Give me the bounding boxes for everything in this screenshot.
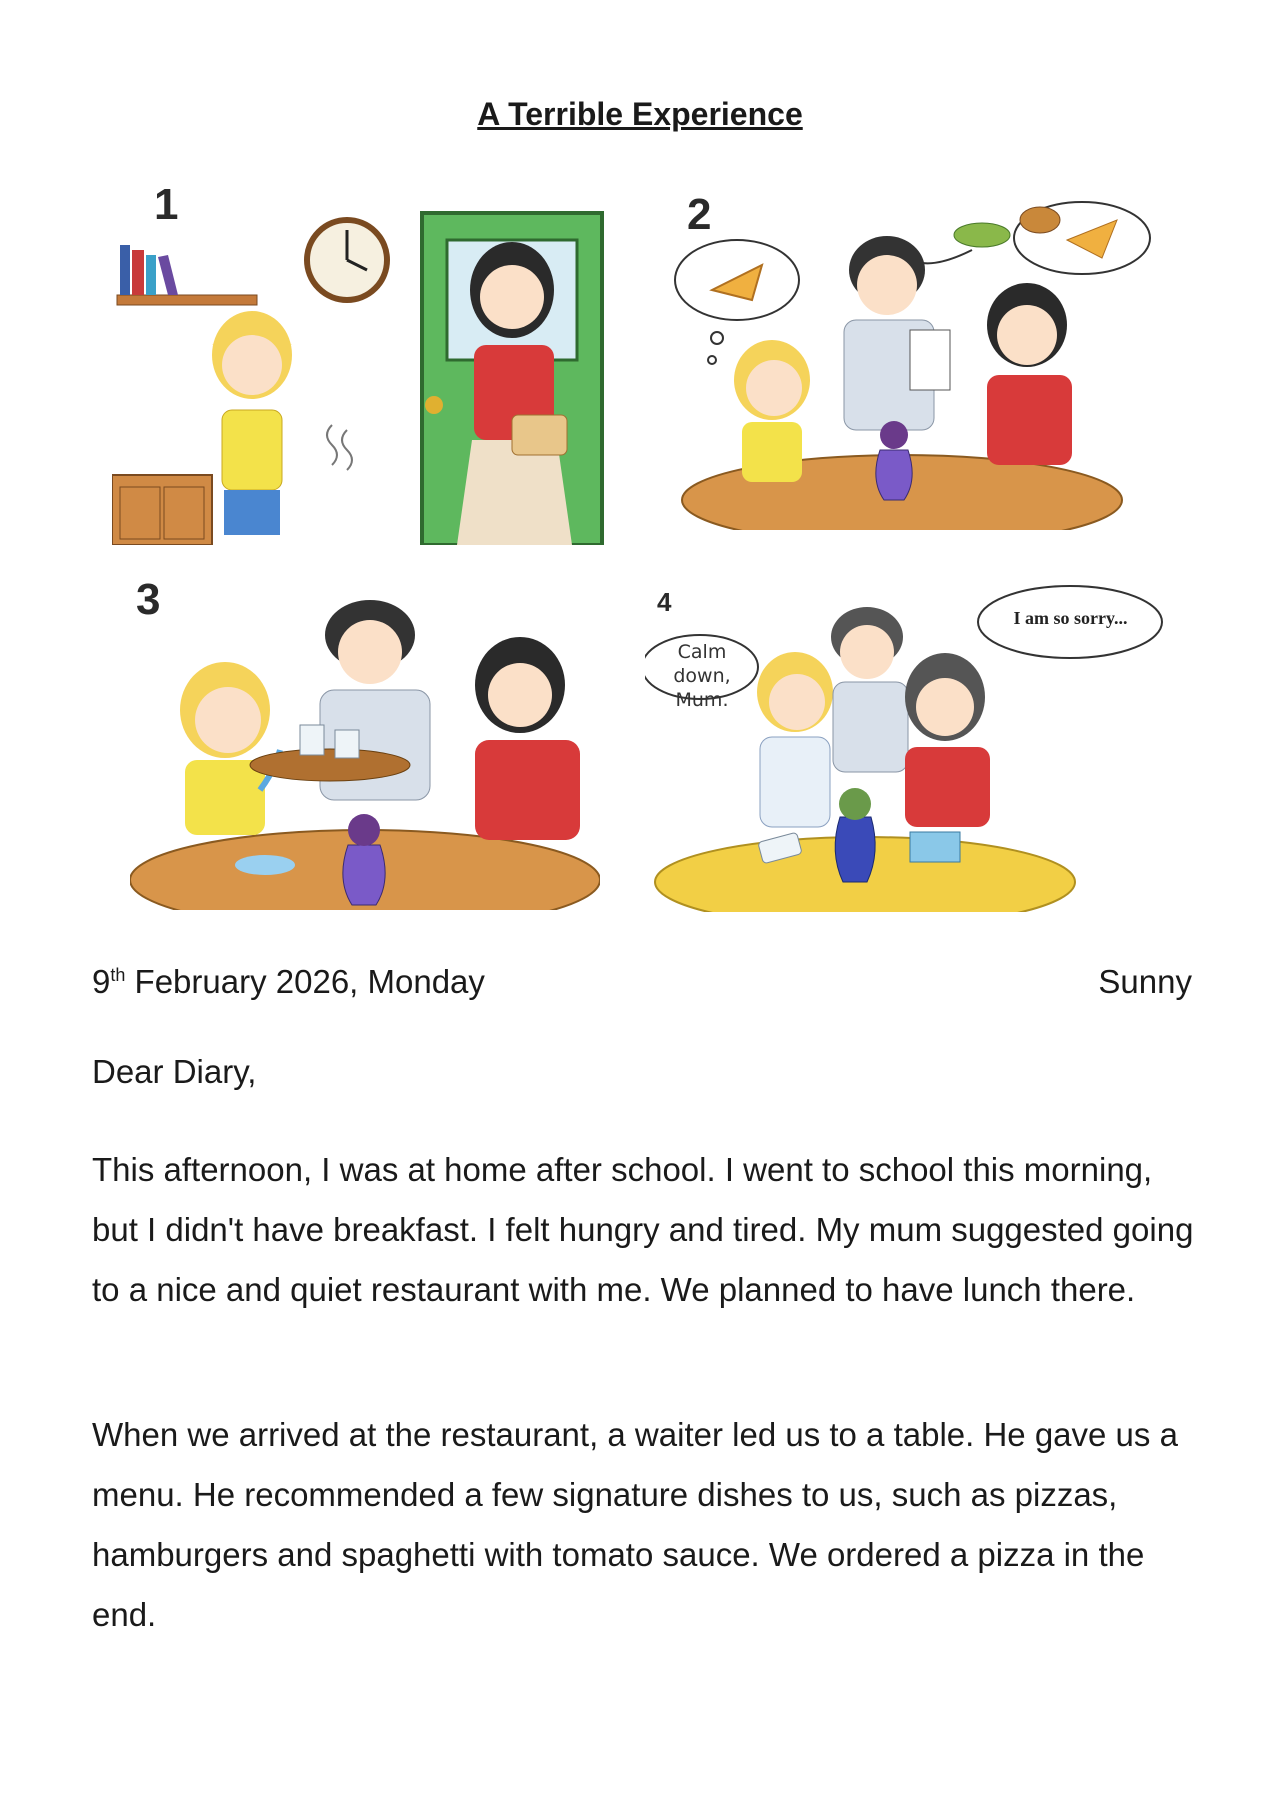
diary-date: 9th February 2026, Monday (92, 963, 485, 1000)
panel-4-illustration (645, 582, 1165, 912)
panel-number: 2 (687, 190, 712, 239)
wall-clock-icon (307, 220, 387, 300)
page-title: A Terrible Experience (477, 96, 803, 132)
panel-number: 4 (657, 587, 672, 617)
panel-1-illustration (112, 180, 612, 545)
right-speech-bubble-text: I am so sorry... (1013, 608, 1128, 628)
weather-text: Sunny (1098, 963, 1192, 1000)
panel-number: 1 (154, 180, 179, 229)
panel-2-illustration (672, 180, 1152, 530)
tray-icon (250, 749, 410, 781)
panel-3-illustration (130, 575, 600, 910)
diary-greeting: Dear Diary, (92, 1053, 257, 1090)
diary-paragraph-2: When we arrived at the restaurant, a waiter led us to a table. He gave us a menu. He recommended a few signature dishes to us, such as pizzas, hamburgers and spaghetti with tomato sauce. We ordered a pizza in the end. (92, 1416, 1178, 1633)
left-speech-bubble-text: Calm down, Mum. (673, 641, 731, 711)
diary-paragraph-1: This afternoon, I was at home after school. I went to school this morning, but I didn't have breakfast. I felt hungry and tired. My mum suggested going to a nice and quiet restaurant with me. We planned to have lunch there. (92, 1151, 1194, 1308)
hamburger-icon (1020, 207, 1060, 233)
flower-vase-icon (876, 421, 912, 500)
tissue-box-icon (910, 832, 960, 862)
panel-number: 3 (136, 575, 161, 624)
